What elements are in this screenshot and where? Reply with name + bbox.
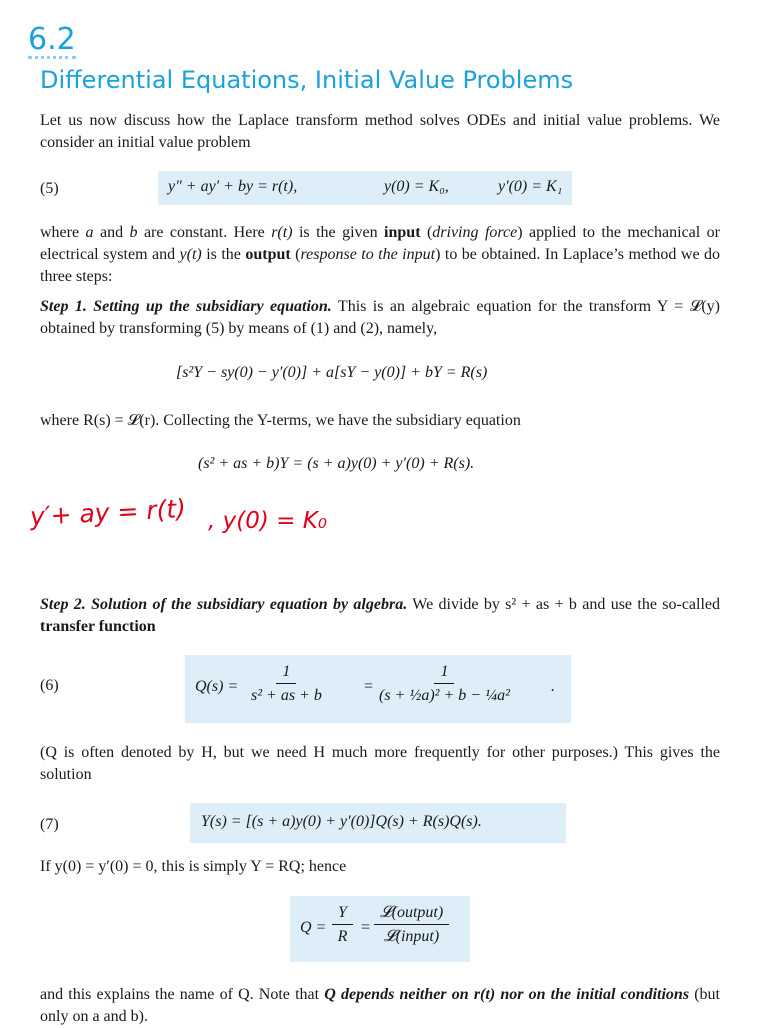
eq6-fraction-2: $\frac{1}{\text{(s + ½a)² + b − ¼a²}}$	[379, 663, 510, 704]
q-note-paragraph: (Q is often denoted by H, but we need H much more frequently for other purposes.) This gives the solution	[40, 744, 720, 783]
handwritten-ode: y′+ ay = r(t)	[29, 493, 187, 532]
step1-heading: Step 1. Setting up the subsidiary equation.	[40, 298, 332, 315]
if-line: If y(0) = y′(0) = 0, this is simply Y = RQ; hence	[40, 858, 347, 875]
eq6-lhs: Q(s) =	[195, 678, 239, 695]
intro-paragraph: Let us now discuss how the Laplace transform method solves ODEs and initial value problems. We consider an initial value problem	[40, 112, 720, 151]
where-paragraph: where a and b are constant. Here r(t) is the given input (driving force) applied to the mechanical or electrical system and y(t) is the output (response to the input) to be obtained. In Laplace’s method we do three steps:	[40, 224, 721, 285]
eq-q-fraction-2: 𝓛(output) 𝓛(input)	[374, 904, 449, 946]
where-R-line: where R(s) = 𝓛(r). Collecting the Y-terms, we have the subsidiary equation	[40, 412, 521, 429]
subsidiary-equation-1: [s²Y − sy(0) − y′(0)] + a[sY − y(0)] + bY = R(s)	[176, 364, 488, 381]
eq-q-equals: =	[360, 919, 371, 936]
eq6-equals: =	[363, 678, 374, 695]
step1-paragraph: Step 1. Setting up the subsidiary equation. This is an algebraic equation for the transform Y = 𝓛(y) obtained by transforming (5) by means of (1) and (2), namely,	[40, 298, 720, 337]
eq6-period: .	[551, 678, 555, 695]
eq7-label: (7)	[40, 816, 59, 833]
eq7-text: Y(s) = [(s + a)y(0) + y′(0)]Q(s) + R(s)Q(s).	[201, 813, 482, 830]
eq-q-fraction-1: $\frac{Y}{R}$	[332, 904, 353, 946]
handwritten-initial-condition: , y(0) = K₀	[208, 508, 328, 534]
eq6-box	[185, 655, 571, 723]
eq5-label: (5)	[40, 180, 59, 197]
subsidiary-equation-2: (s² + as + b)Y = (s + a)y(0) + y′(0) + R(s).	[198, 455, 475, 472]
step2-paragraph: Step 2. Solution of the subsidiary equation by algebra. We divide by s² + as + b and use the so-called transfer function	[40, 596, 721, 635]
eq-q-box	[290, 896, 470, 962]
eq5-ode: y″ + ay′ + by = r(t),	[168, 178, 298, 195]
eq-q-lhs: Q =	[300, 919, 327, 936]
section-title: Differential Equations, Initial Value Problems	[40, 66, 574, 94]
eq7-box	[190, 803, 566, 843]
eq5-ic1: y(0) = K₀,	[384, 178, 449, 195]
eq6-fraction-1: $\frac{1}{\text{s² + as + b}}$	[251, 663, 322, 704]
eq6-label: (6)	[40, 677, 59, 694]
final-paragraph: and this explains the name of Q. Note that Q depends neither on r(t) nor on the initial conditions (but only on a and b).	[40, 986, 721, 1025]
eq5-ic2: y′(0) = K₁	[498, 178, 563, 195]
step2-heading: Step 2. Solution of the subsidiary equation by algebra.	[40, 596, 408, 613]
section-number: 6.2	[28, 22, 76, 57]
eq5-box	[158, 171, 572, 205]
